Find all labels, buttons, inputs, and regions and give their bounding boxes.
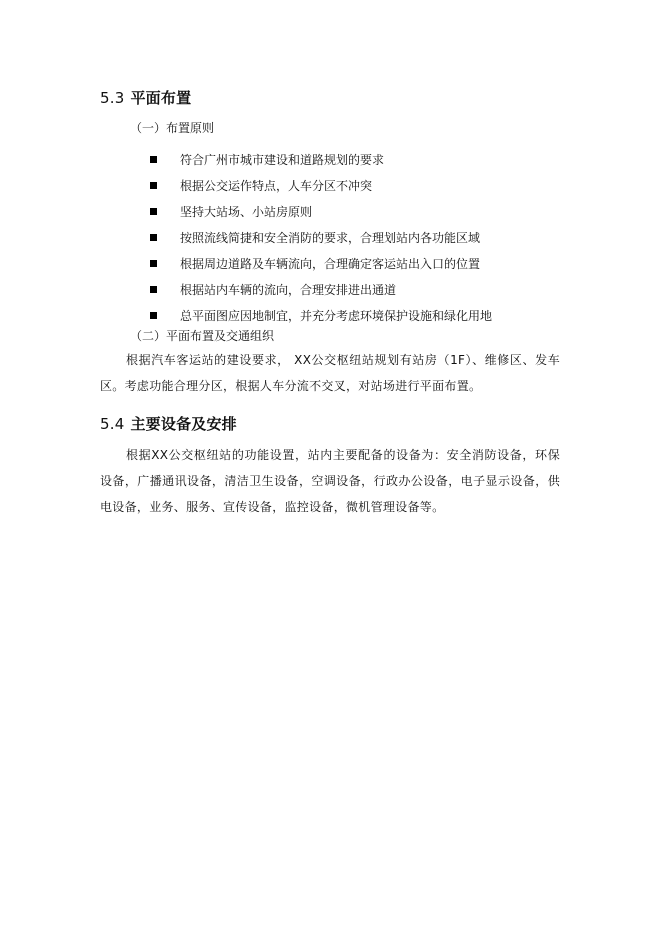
square-bullet-icon <box>150 234 157 241</box>
section-title: 主要设备及安排 <box>130 415 237 433</box>
list-item <box>150 276 492 302</box>
subheading-principles: （一）布置原则 <box>130 121 215 135</box>
list-item <box>150 224 492 250</box>
section-title: 平面布置 <box>130 89 192 107</box>
square-bullet-icon <box>150 156 157 163</box>
list-item-text: 总平面图应因地制宜，并充分考虑环境保护设施和绿化用地 <box>180 308 493 323</box>
section-heading-5-3 <box>100 89 191 107</box>
list-item-text: 坚持大站场、小站房原则 <box>180 204 313 219</box>
section-number: 5.3 <box>100 89 125 107</box>
list-item-text: 根据公交运作特点，人车分区不冲突 <box>180 178 373 193</box>
subheading-layout-traffic: （二）平面布置及交通组织 <box>130 329 275 343</box>
list-item <box>150 302 492 328</box>
square-bullet-icon <box>150 286 157 293</box>
list-item <box>150 146 492 172</box>
list-item <box>150 250 492 276</box>
list-item-text: 符合广州市城市建设和道路规划的要求 <box>180 152 385 167</box>
paragraph-layout: 根据汽车客运站的建设要求， XX公交枢纽站规划有站房（1F）、维修区、发车区。考虑功能合理分区，根据人车分流不交叉，对站场进行平面布置。 <box>100 353 560 393</box>
square-bullet-icon <box>150 312 157 319</box>
list-item <box>150 172 492 198</box>
square-bullet-icon <box>150 260 157 267</box>
section-heading-5-4 <box>100 415 237 433</box>
paragraph-equipment: 根据XX公交枢纽站的功能设置，站内主要配备的设备为：安全消防设备，环保设备，广播通讯设备，清洁卫生设备，空调设备，行政办公设备，电子显示设备，供电设备，业务、服务、宣传设备，监控设备，微机管理设备等。 <box>100 448 560 514</box>
square-bullet-icon <box>150 182 157 189</box>
list-item <box>150 198 492 224</box>
list-item-text: 根据周边道路及车辆流向，合理确定客运站出入口的位置 <box>180 256 481 271</box>
list-item-text: 按照流线简捷和安全消防的要求，合理划站内各功能区域 <box>180 230 481 245</box>
square-bullet-icon <box>150 208 157 215</box>
section-number: 5.4 <box>100 415 125 433</box>
principles-list <box>150 146 492 328</box>
list-item-text: 根据站内车辆的流向，合理安排进出通道 <box>180 282 397 297</box>
